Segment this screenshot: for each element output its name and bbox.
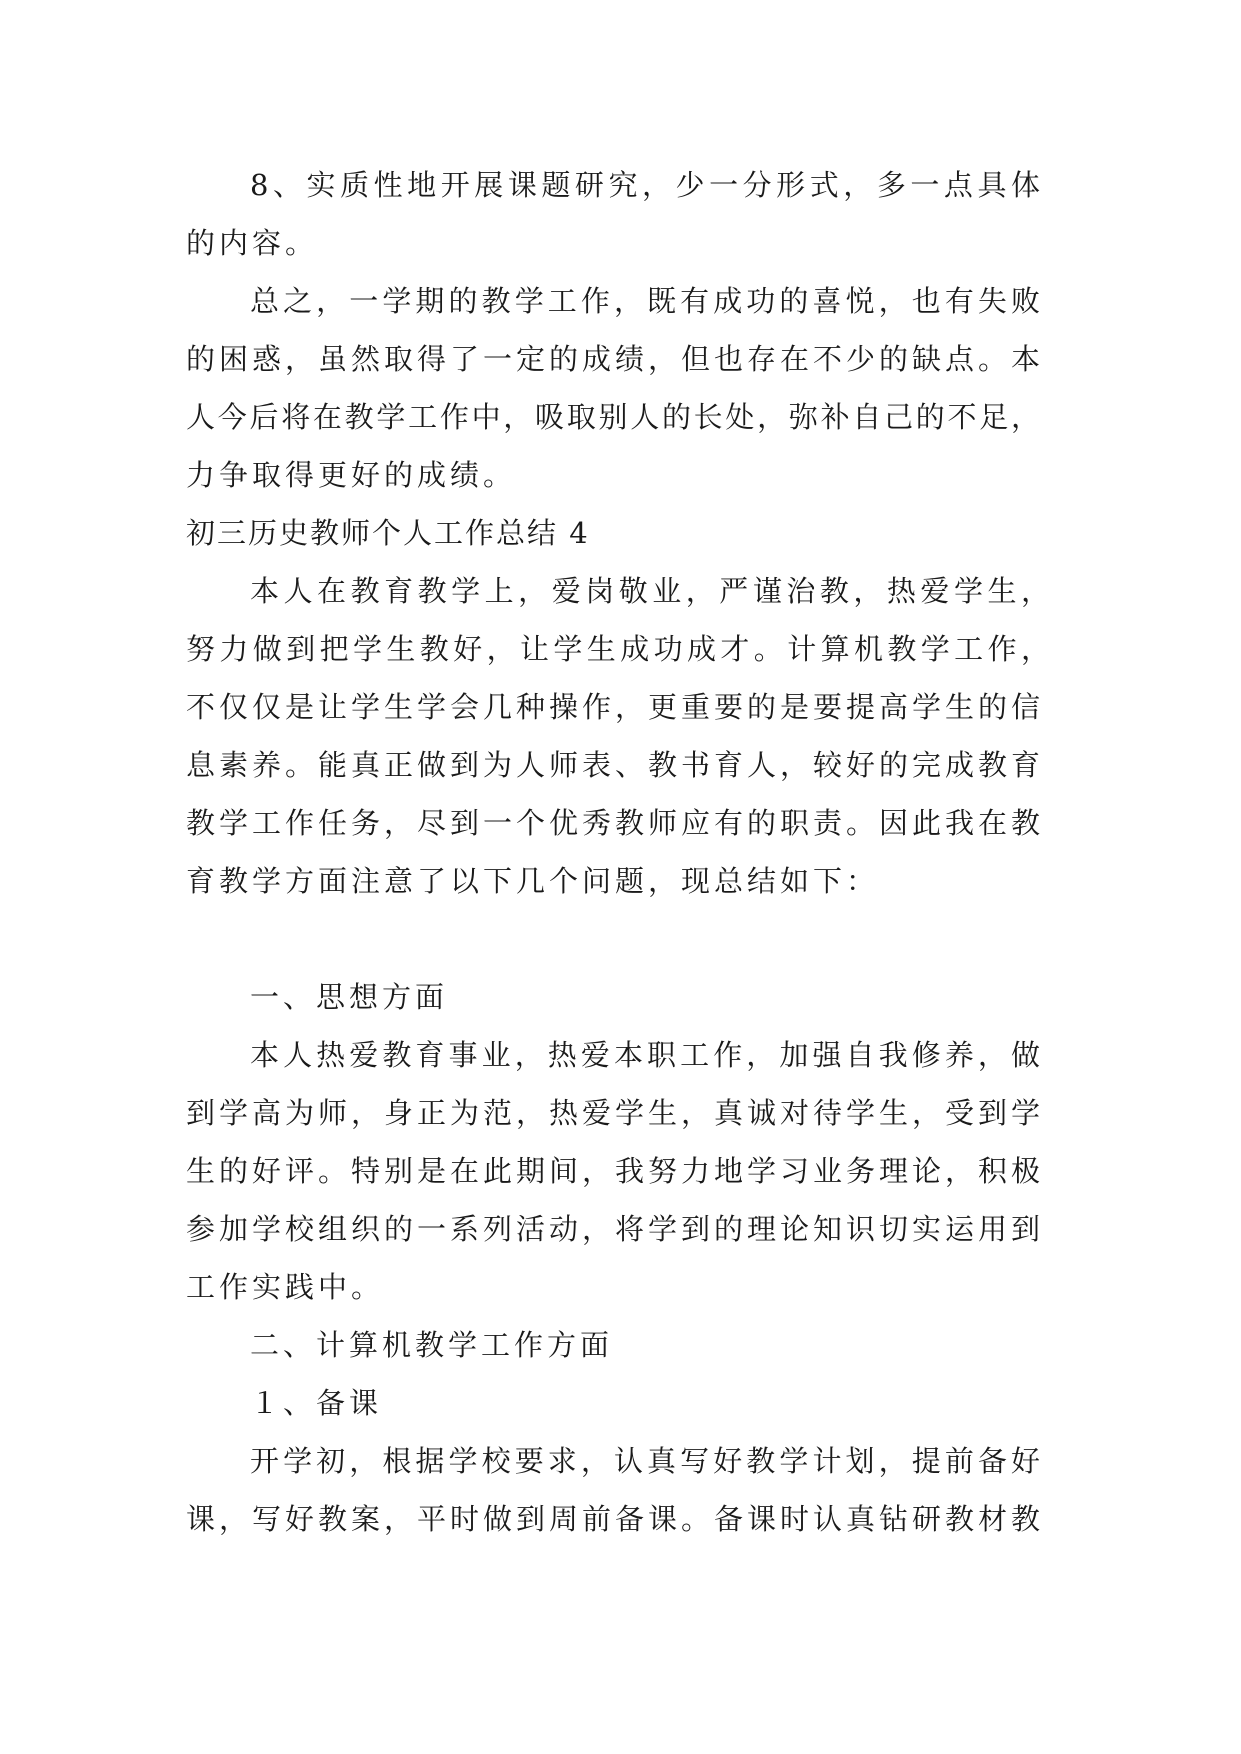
paragraph-line: 课，写好教案，平时做到周前备课。备课时认真钻研教材教 (186, 1502, 1040, 1536)
paragraph-line: 工作实践中。 (186, 1270, 385, 1304)
paragraph-line: 息素养。能真正做到为人师表、教书育人，较好的完成教育 (186, 748, 1040, 782)
subheading: 二、计算机教学工作方面 (250, 1328, 614, 1362)
paragraph-line: 教学工作任务，尽到一个优秀教师应有的职责。因此我在教 (186, 806, 1040, 840)
subheading: 一、思想方面 (250, 980, 449, 1014)
paragraph-line: 努力做到把学生教好，让学生成功成才。计算机教学工作， (186, 632, 1050, 666)
paragraph-line: 总之，一学期的教学工作，既有成功的喜悦，也有失败 (250, 284, 1040, 318)
paragraph-line: 的困惑，虽然取得了一定的成绩，但也存在不少的缺点。本 (186, 342, 1040, 376)
paragraph-line: 8、实质性地开展课题研究，少一分形式，多一点具体 (250, 168, 1040, 202)
paragraph-line: 参加学校组织的一系列活动，将学到的理论知识切实运用到 (186, 1212, 1040, 1246)
paragraph-line: 的内容。 (186, 226, 319, 260)
paragraph-line: 本人热爱教育事业，热爱本职工作，加强自我修养，做 (250, 1038, 1040, 1072)
subheading: １、备课 (250, 1386, 383, 1420)
paragraph-line: 人今后将在教学工作中，吸取别人的长处，弥补自己的不足， (186, 400, 1040, 434)
paragraph-line: 育教学方面注意了以下几个问题，现总结如下： (186, 864, 880, 898)
paragraph-line: 不仅仅是让学生学会几种操作，更重要的是要提高学生的信 (186, 690, 1040, 724)
paragraph-line: 生的好评。特别是在此期间，我努力地学习业务理论，积极 (186, 1154, 1040, 1188)
paragraph-line: 到学高为师，身正为范，热爱学生，真诚对待学生，受到学 (186, 1096, 1040, 1130)
section-title: 初三历史教师个人工作总结 4 (186, 516, 590, 550)
paragraph-line: 开学初，根据学校要求，认真写好教学计划，提前备好 (250, 1444, 1040, 1478)
paragraph-line: 本人在教育教学上，爱岗敬业，严谨治教，热爱学生， (250, 574, 1050, 608)
paragraph-line: 力争取得更好的成绩。 (186, 458, 517, 492)
